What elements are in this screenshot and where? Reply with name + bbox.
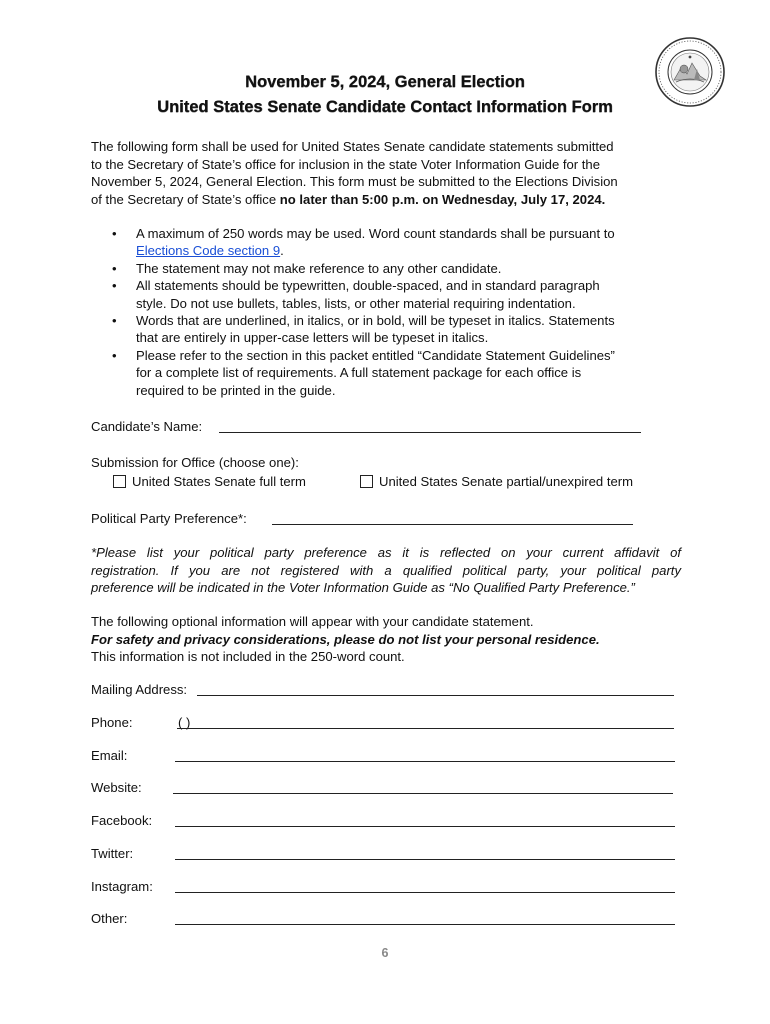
deadline-text: no later than 5:00 p.m. on Wednesday, July 17, 2024. [279, 191, 606, 207]
facebook-field[interactable] [175, 826, 675, 827]
submission-label: Submission for Office (choose one): [91, 455, 299, 470]
requirements-list [91, 225, 736, 399]
other-field[interactable] [175, 924, 675, 925]
bullet-text: • All statements should be typewritten, double-spaced, and in standard paragraph [136, 278, 600, 294]
phone-area-code: ( ) [178, 715, 191, 730]
list-item [136, 312, 736, 347]
list-item [136, 260, 736, 277]
phone-field[interactable] [177, 728, 674, 729]
party-preference-field[interactable] [272, 524, 633, 525]
form-title-line1: November 5, 2024, General Election [245, 73, 525, 91]
bullet-text: • Words that are underlined, in italics, or in bold, will be typeset in italics. Statements [136, 313, 615, 329]
intro-line [91, 191, 691, 209]
list-item [136, 225, 736, 260]
intro-line: November 5, 2024, General Election. This form must be submitted to the Elections Division [91, 174, 618, 190]
intro-paragraph [91, 138, 691, 208]
mailing-address-field[interactable] [197, 695, 674, 696]
bullet-text: . [280, 243, 284, 259]
form-title-line2: United States Senate Candidate Contact Information Form [157, 98, 613, 116]
twitter-field[interactable] [175, 859, 675, 860]
elections-code-link[interactable]: Elections Code section 9 [136, 243, 281, 259]
candidate-name-label: Candidate’s Name: [91, 419, 203, 434]
party-note [91, 544, 681, 597]
list-item [136, 277, 736, 312]
mailing-address-label: Mailing Address: [91, 682, 188, 697]
intro-line: The following form shall be used for United States Senate candidate statements submitted [91, 139, 614, 154]
intro-line-prefix: of the Secretary of State’s office [91, 191, 280, 207]
note-line: *Please list your political party preference as it is reflected on your current affidavit of [91, 545, 681, 560]
bullet-text: for a complete list of requirements. A full statement package for each office is [136, 365, 582, 381]
other-label: Other: [91, 911, 128, 926]
twitter-label: Twitter: [91, 846, 134, 861]
phone-label: Phone: [91, 715, 133, 730]
bullet-text: style. Do not use bullets, tables, lists, or other material requiring indentation. [136, 295, 576, 311]
candidate-name-field[interactable] [219, 432, 641, 433]
list-item [136, 347, 736, 399]
partial-term-checkbox[interactable] [360, 475, 373, 488]
website-label: Website: [91, 780, 142, 795]
optional-info-paragraph [91, 613, 691, 666]
email-field[interactable] [175, 761, 675, 762]
option-full-term[interactable] [113, 474, 306, 489]
full-term-checkbox[interactable] [113, 475, 126, 488]
note-line: registration. If you are not registered with a qualified political party, your political party [91, 562, 681, 578]
facebook-label: Facebook: [91, 813, 153, 828]
bullet-text: • The statement may not make reference to any other candidate. [136, 260, 502, 276]
instagram-field[interactable] [175, 892, 675, 893]
party-preference-label: Political Party Preference*: [91, 511, 247, 526]
website-field[interactable] [173, 793, 673, 794]
full-term-label: United States Senate full term [132, 474, 306, 489]
privacy-warning: For safety and privacy considerations, please do not list your personal residence. [91, 631, 600, 647]
bullet-text: that are entirely in upper-case letters will be typeset in italics. [136, 330, 489, 346]
page-number: 6 [381, 946, 389, 960]
bullet-text: required to be printed in the guide. [136, 382, 336, 398]
option-partial-term[interactable] [360, 474, 633, 489]
optional-line: This information is not included in the 250-word count. [91, 649, 405, 665]
note-line: preference will be indicated in the Voter Information Guide as “No Qualified Party Preference.” [91, 580, 635, 596]
intro-line: to the Secretary of State’s office for inclusion in the state Voter Information Guide for the [91, 156, 600, 172]
optional-line: The following optional information will appear with your candidate statement. [91, 614, 534, 629]
email-label: Email: [91, 748, 128, 763]
bullet-text: • Please refer to the section in this packet entitled “Candidate Statement Guidelines” [136, 347, 615, 363]
partial-term-label: United States Senate partial/unexpired term [379, 474, 634, 489]
bullet-text: • A maximum of 250 words may be used. Word count standards shall be pursuant to [136, 226, 615, 241]
instagram-label: Instagram: [91, 879, 153, 894]
